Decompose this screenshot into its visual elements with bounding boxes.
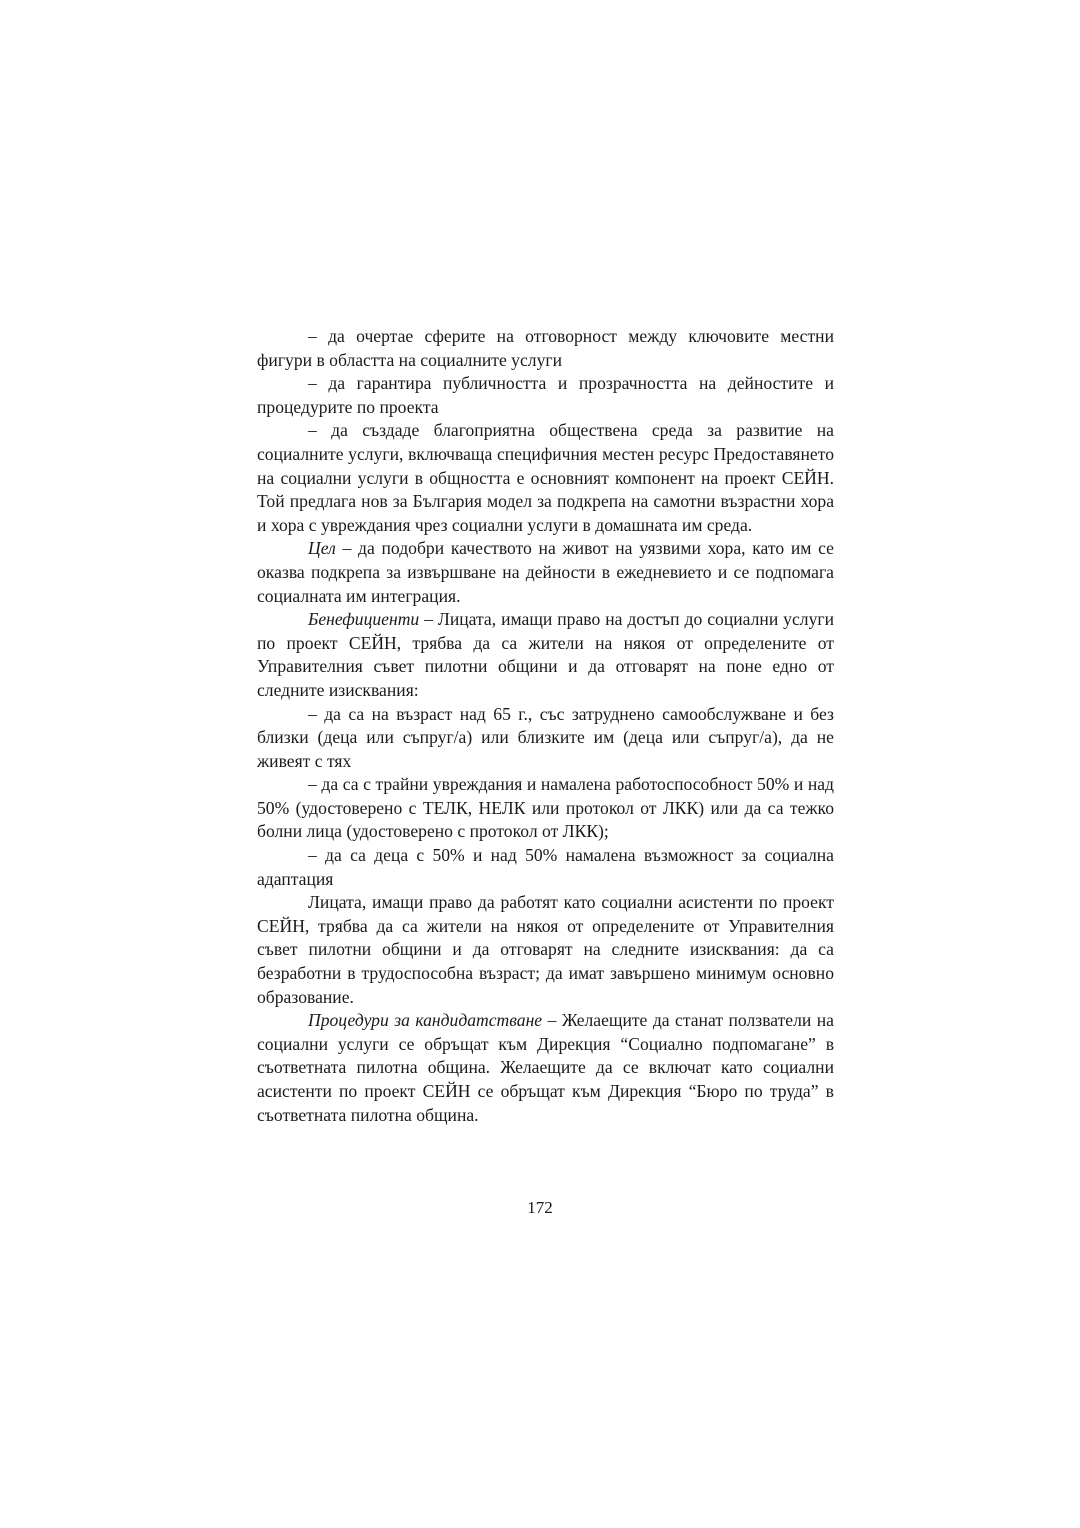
paragraph-text: – да гарантира публичността и прозрачността на дейностите и процедурите по проекта bbox=[257, 373, 834, 417]
paragraph-text: – да създаде благоприятна обществена среда за развитие на социалните услуги, включваща специфичния местен ресурс Предоставянето на социални услуги в общността е основният компонент на проект СЕЙН. Той предлага нов за България модел за подкрепа на самотни възрастни хора и хора с увреждания чрез социални услуги в домашната им среда. bbox=[257, 420, 834, 535]
paragraph-bullet-age bbox=[257, 703, 834, 774]
paragraph-text: – Лицата, имащи право на достъп до социални услуги по проект СЕЙН, трябва да са жители на някоя от определените от Управителния съвет пилотни общини и да отговарят на поне едно от следните изисквания: bbox=[257, 609, 834, 700]
paragraph-bullet-responsibilities bbox=[257, 325, 834, 372]
paragraph-text: – да са деца с 50% и над 50% намалена възможност за социална адаптация bbox=[257, 845, 834, 889]
paragraph-goal bbox=[257, 537, 834, 608]
term-beneficiaries: Бенефициенти bbox=[308, 609, 420, 630]
paragraph-text: – да са с трайни увреждания и намалена работоспособност 50% и над 50% (удостоверено с ТЕЛК, НЕЛК или протокол от ЛКК) или да са тежко болни лица (удостоверено с протокол от ЛКК); bbox=[257, 774, 834, 842]
paragraph-text: – да очертае сферите на отговорност между ключовите местни фигури в областта на социалните услуги bbox=[257, 326, 834, 370]
paragraph-assistants bbox=[257, 891, 834, 1009]
paragraph-bullet-transparency bbox=[257, 372, 834, 419]
paragraph-beneficiaries bbox=[257, 608, 834, 702]
paragraph-bullet-disability bbox=[257, 773, 834, 844]
page-number: 172 bbox=[527, 1198, 553, 1217]
body-text bbox=[257, 325, 834, 1127]
paragraph-bullet-children bbox=[257, 844, 834, 891]
paragraph-bullet-environment bbox=[257, 419, 834, 537]
term-procedures: Процедури за кандидатстване bbox=[308, 1010, 543, 1031]
paragraph-text: – Желаещите да станат ползватели на социални услуги се обръщат към Дирекция “Социално подпомагане” в съответната пилотна община. Желаещите да се включат като социални асистенти по проект СЕЙН се обръщат към Дирекция “Бюро по труда” в съответната пилотна община. bbox=[257, 1010, 834, 1125]
paragraph-text: Лицата, имащи право да работят като социални асистенти по проект СЕЙН, трябва да са жители на някоя от определените от Управителния съвет пилотни общини и да отговарят на следните изисквания: да са безработни в трудоспособна възраст; да имат завършено минимум основно образование. bbox=[257, 892, 834, 1007]
paragraph-text: – да са на възраст над 65 г., със затруднено самообслужване и без близки (деца или съпруг/а) или близките им (деца или съпруг/а), да не живеят с тях bbox=[257, 703, 834, 771]
term-goal: Цел bbox=[308, 538, 336, 559]
paragraph-text: – да подобри качеството на живот на уязвими хора, като им се оказва подкрепа за извършване на дейности в ежедневието и се подпомага социалната им интеграция. bbox=[257, 538, 834, 606]
paragraph-procedures bbox=[257, 1009, 834, 1127]
